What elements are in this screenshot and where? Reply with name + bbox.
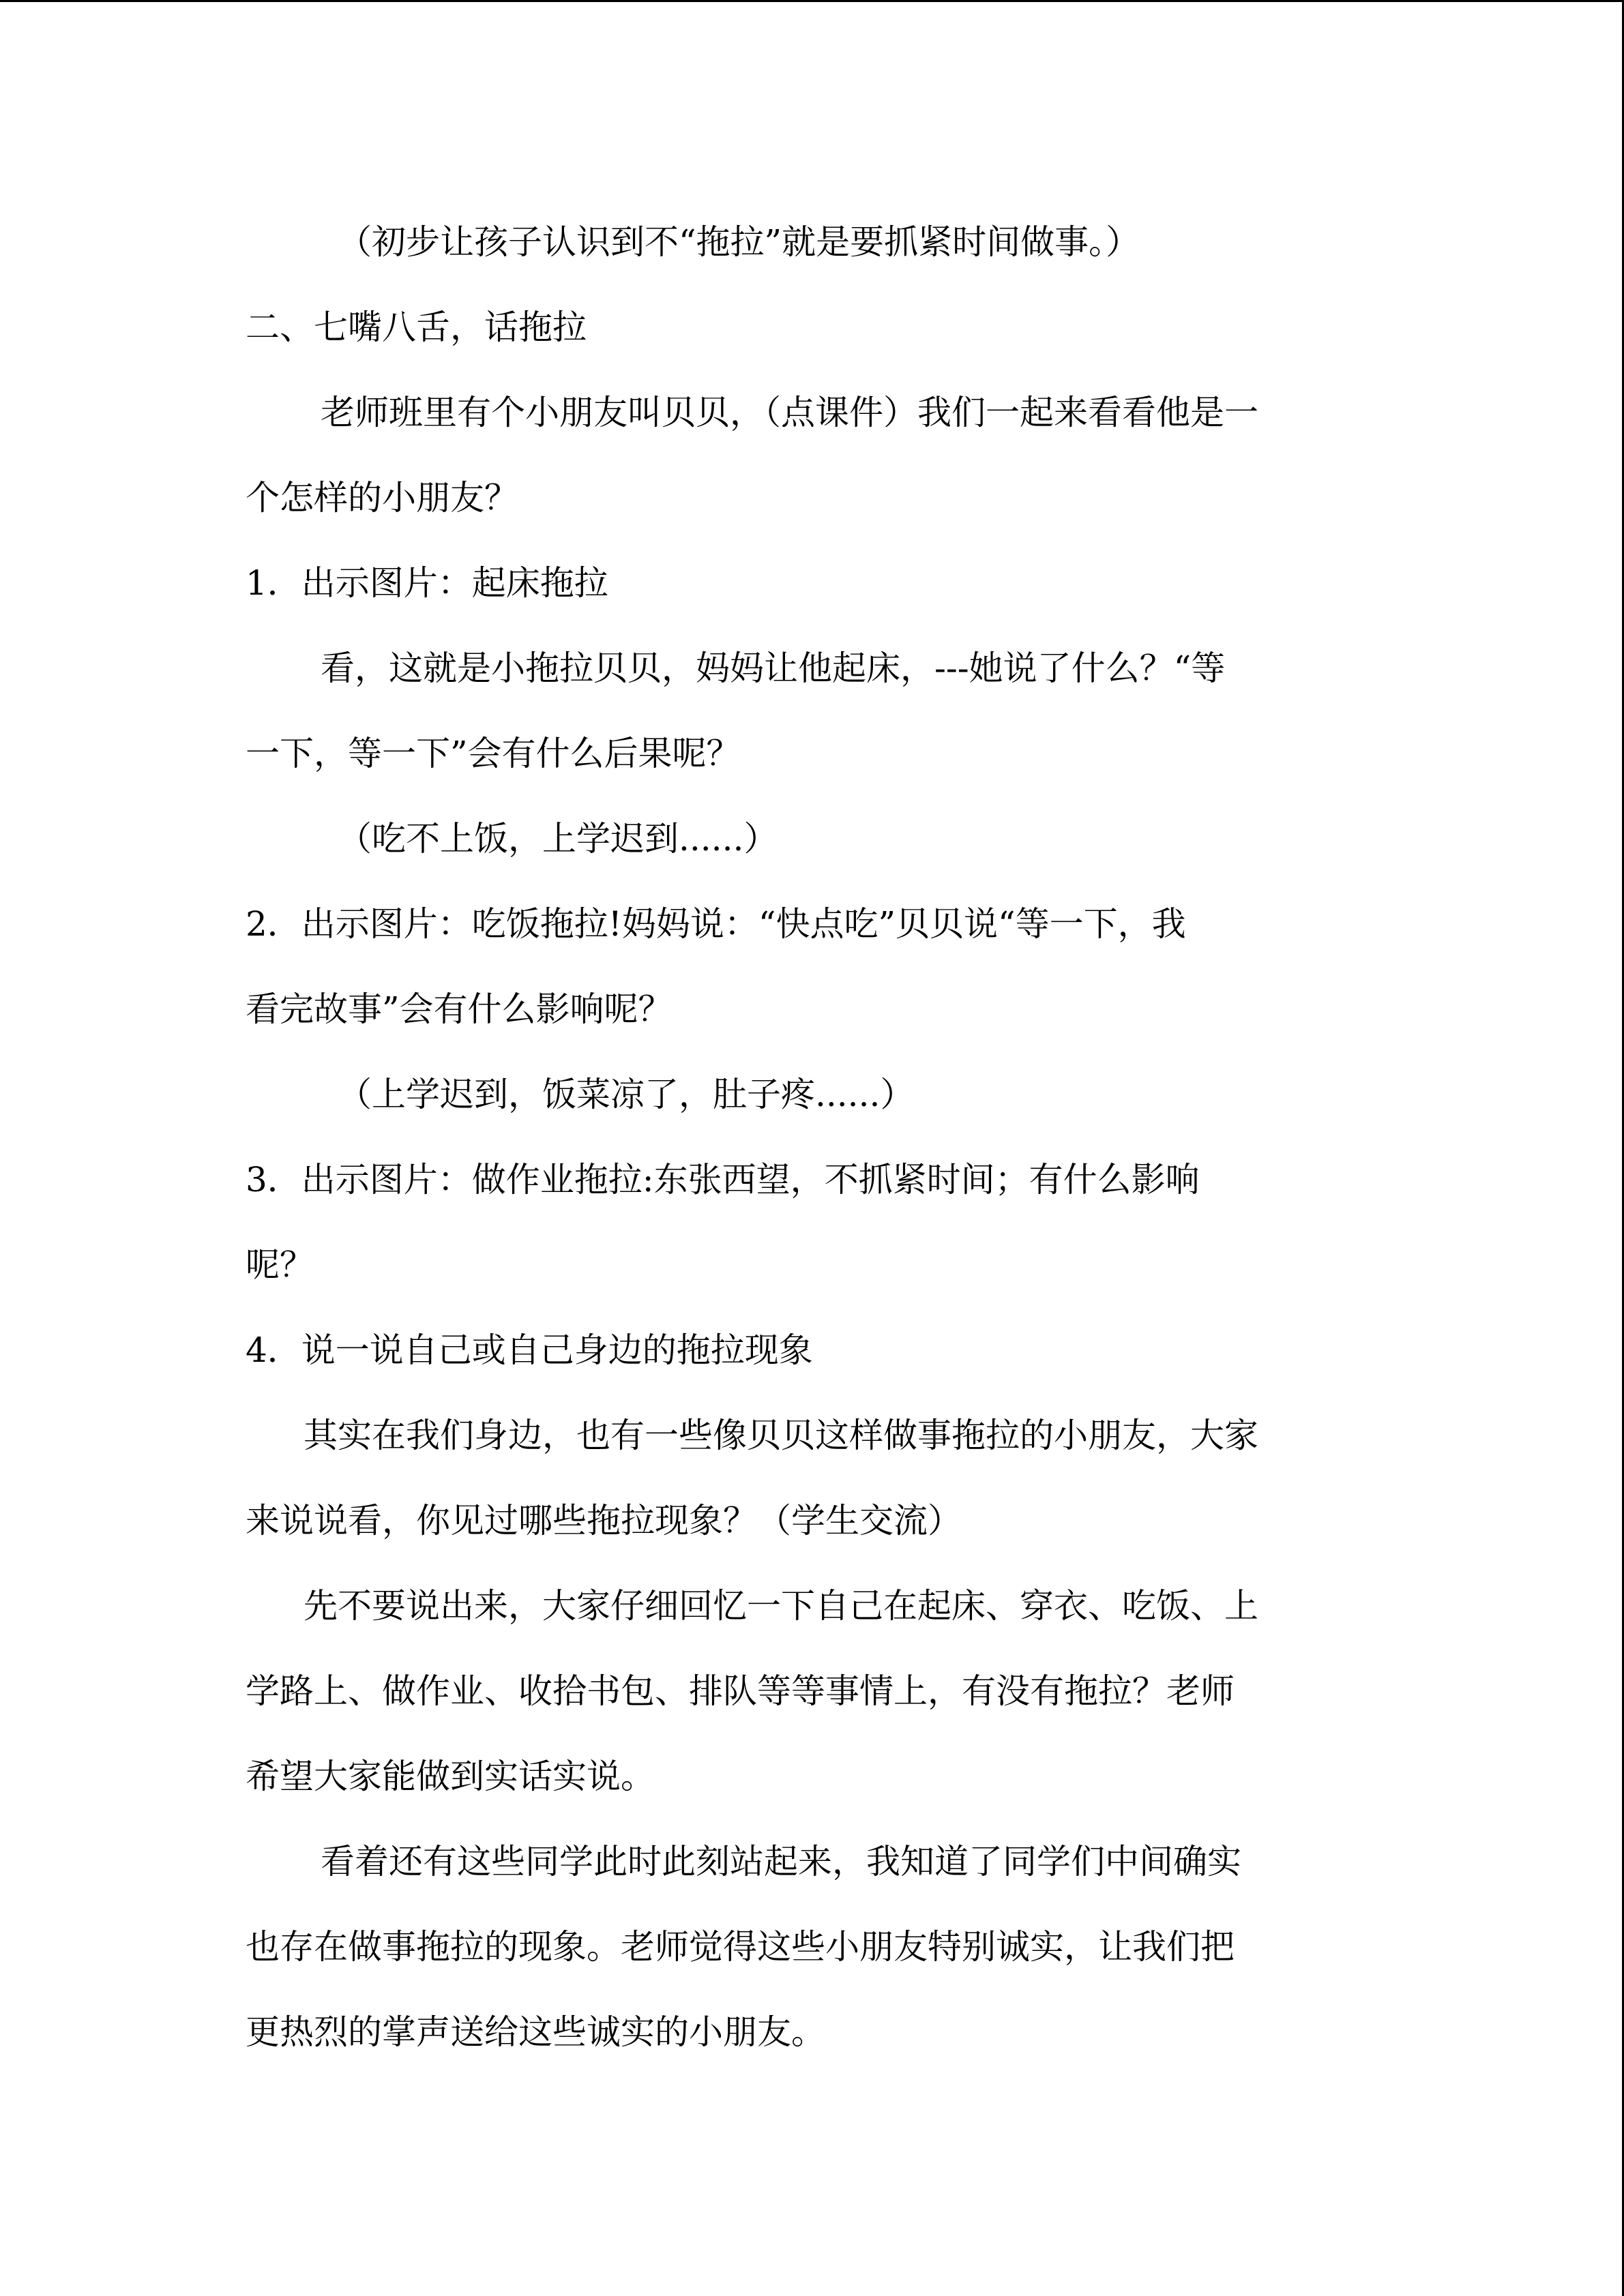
text-line-intro-1: 老师班里有个小朋友叫贝贝，（点课件）我们一起来看看他是一 xyxy=(321,393,1258,432)
list-item-1: 1．出示图片：起床拖拉 xyxy=(246,563,608,603)
section-heading-2: 二、七嘴八舌，话拖拉 xyxy=(246,308,587,347)
text-line-item1-1: 看，这就是小拖拉贝贝，妈妈让他起床，---她说了什么？“等 xyxy=(321,648,1226,688)
text-line-intro-2: 个怎样的小朋友？ xyxy=(246,478,518,518)
list-item-3: 3．出示图片：做作业拖拉:东张西望，不抓紧时间；有什么影响 xyxy=(246,1160,1200,1199)
list-item-4: 4．说一说自己或自己身边的拖拉现象 xyxy=(246,1330,813,1370)
text-line-item3-2: 呢？ xyxy=(246,1245,314,1285)
text-line-para1-1: 其实在我们身边，也有一些像贝贝这样做事拖拉的小朋友，大家 xyxy=(304,1416,1258,1455)
text-line-note-1: （初步让孩子认识到不“拖拉”就是要抓紧时间做事。） xyxy=(338,222,1140,262)
text-line-item2-note: （上学迟到，饭菜凉了，肚子疼......） xyxy=(338,1075,915,1114)
text-line-para3-2: 也存在做事拖拉的现象。老师觉得这些小朋友特别诚实，让我们把 xyxy=(246,1927,1235,1967)
text-line-para1-2: 来说说看，你见过哪些拖拉现象？（学生交流） xyxy=(246,1501,962,1540)
text-line-para3-3: 更热烈的掌声送给这些诚实的小朋友。 xyxy=(246,2012,825,2052)
text-line-item1-note: （吃不上饭，上学迟到......） xyxy=(338,819,778,859)
text-line-item1-2: 一下，等一下”会有什么后果呢？ xyxy=(246,734,741,773)
text-line-para2-3: 希望大家能做到实话实说。 xyxy=(246,1757,655,1796)
text-line-para2-1: 先不要说出来，大家仔细回忆一下自己在起床、穿衣、吃饭、上 xyxy=(304,1586,1258,1626)
text-line-para2-2: 学路上、做作业、收拾书包、排队等等事情上，有没有拖拉？老师 xyxy=(246,1671,1235,1711)
text-line-item2-2: 看完故事”会有什么影响呢？ xyxy=(246,989,673,1029)
list-item-2: 2．出示图片：吃饭拖拉!妈妈说：“快点吃”贝贝说“等一下，我 xyxy=(246,904,1186,944)
text-line-para3-1: 看着还有这些同学此时此刻站起来，我知道了同学们中间确实 xyxy=(321,1842,1241,1881)
